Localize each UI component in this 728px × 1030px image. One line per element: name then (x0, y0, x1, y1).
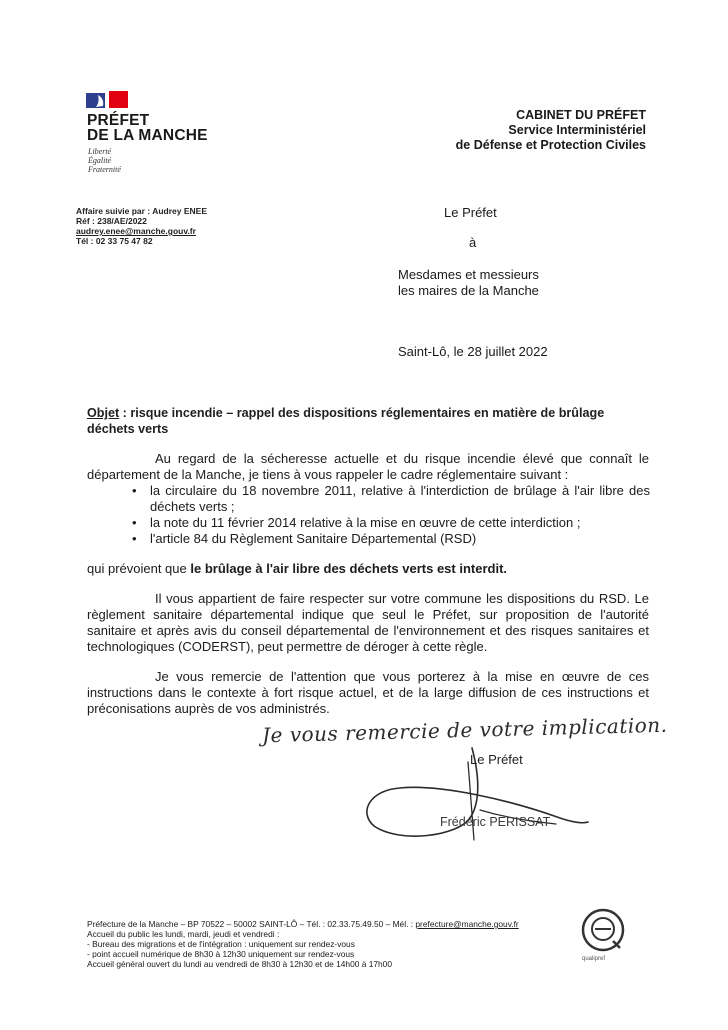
cabinet-line: CABINET DU PRÉFET (516, 108, 646, 122)
service-line: Service Interministériel (508, 123, 646, 137)
list-item: • l'article 84 du Règlement Sanitaire Départemental (RSD) (128, 531, 650, 547)
footer-line2: Accueil du public les lundi, mardi, jeudi et vendredi : (87, 929, 280, 939)
footer-line5: Accueil général ouvert du lundi au vendredi de 8h30 à 12h30 et de 14h00 à 17h00 (87, 959, 392, 969)
subject-label: Objet (87, 406, 120, 420)
prefet-title-line2: DE LA MANCHE (87, 127, 208, 144)
marianne-logo (86, 91, 128, 109)
footer-address: Préfecture de la Manche – BP 70522 – 50002 SAINT-LÔ – Tél. : 02.33.75.49.50 – Mél. : (87, 919, 416, 929)
paragraph-2-bold: le brûlage à l'air libre des déchets verts est interdit. (190, 561, 508, 576)
recipient-line1: Mesdames et messieurs (398, 267, 539, 282)
place-date: Saint-Lô, le 28 juillet 2022 (398, 344, 548, 359)
sender: Le Préfet (444, 205, 497, 220)
signer-title: Le Préfet (470, 752, 523, 767)
motto-egalite: Égalité (88, 156, 112, 165)
recipient-line2: les maires de la Manche (398, 283, 539, 298)
affaire-block (76, 206, 207, 246)
contact-phone: Tél : 02 33 75 47 82 (76, 236, 153, 246)
paragraph-2 (87, 561, 649, 577)
paragraph-1: Au regard de la sécheresse actuelle et du risque incendie élevé que connaît le département de la Manche, je tiens à vous rappeler le cadre réglementaire suivant : (87, 451, 649, 482)
footer (87, 919, 519, 969)
footer-line1 (87, 919, 519, 929)
qualipref-caption: qualipref (582, 956, 606, 962)
handwritten-note: Je vous remercie de votre implication. (261, 712, 668, 748)
footer-line3: - Bureau des migrations et de l'intégration : uniquement sur rendez-vous (87, 939, 355, 949)
subject-text: : risque incendie – rappel des dispositions réglementaires en matière de brûlage déchets verts (87, 406, 605, 436)
motto-liberte: Liberté (88, 147, 112, 156)
affaire-suivie: Affaire suivie par : Audrey ENEE (76, 206, 208, 216)
to-word: à (469, 235, 477, 250)
qualipref-logo (580, 907, 626, 953)
prefet-title-line1: PRÉFET (87, 112, 150, 129)
footer-line4: - point accueil numérique de 8h30 à 12h30 uniquement sur rendez-vous (87, 949, 355, 959)
signer-name: Frédéric PERISSAT (440, 815, 551, 829)
paragraph-4: Je vous remercie de l'attention que vous porterez à la mise en œuvre de ces instructions dans le contexte à fort risque actuel, et de la large diffusion de ces instructions et préconisations auprès de vos administrés. (87, 669, 649, 716)
subject (87, 405, 639, 437)
reference: Réf : 238/AE/2022 (76, 216, 147, 226)
contact-email[interactable]: audrey.enee@manche.gouv.fr (76, 226, 196, 236)
list-item: • la circulaire du 18 novembre 2011, relative à l'interdiction de brûlage à l'air libre des déchets verts ; (128, 483, 650, 515)
list-item: • la note du 11 février 2014 relative à la mise en œuvre de cette interdiction ; (128, 515, 650, 531)
paragraph-2-prefix: qui prévoient que (87, 561, 191, 576)
paragraph-3: Il vous appartient de faire respecter sur votre commune les dispositions du RSD. Le règlement sanitaire départemental indique que seul le Préfet, sur proposition de l'autorité sanitaire et après avis du conseil départemental de l'environnement et des risques sanitaires et technologiques (CODERST), peut permettre de déroger à cette règle. (87, 591, 649, 654)
cabinet-block (456, 108, 646, 153)
regulation-list (128, 483, 650, 547)
motto-fraternite: Fraternité (88, 165, 121, 174)
direction-line: de Défense et Protection Civiles (455, 138, 646, 152)
footer-email[interactable]: prefecture@manche.gouv.fr (415, 919, 519, 929)
